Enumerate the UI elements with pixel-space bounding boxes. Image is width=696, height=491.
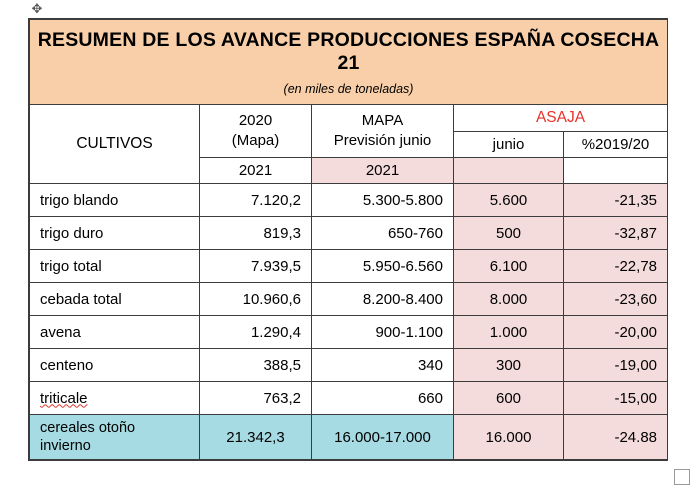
header-asaja-junio: junio <box>454 132 564 158</box>
data-table <box>29 19 668 460</box>
row-2020-value: 763,2 <box>200 382 312 415</box>
row-asaja-junio-value: 300 <box>454 349 564 382</box>
row-mapa-value: 8.200-8.400 <box>312 283 454 316</box>
total-2020-value: 21.342,3 <box>200 415 312 460</box>
production-summary-table <box>28 18 668 461</box>
header-2020 <box>200 105 312 158</box>
row-asaja-pct-value: -20,00 <box>564 316 668 349</box>
header-2020-source: (Mapa) <box>231 132 280 149</box>
header-2020-year: 2020 <box>238 111 273 129</box>
row-2020-value: 1.290,4 <box>200 316 312 349</box>
table-row <box>30 382 668 415</box>
row-2020-value: 7.939,5 <box>200 250 312 283</box>
row-crop-label: trigo total <box>30 250 200 283</box>
row-crop-label: trigo blando <box>30 184 200 217</box>
table-row <box>30 316 668 349</box>
row-2020-value: 10.960,6 <box>200 283 312 316</box>
header-asaja-pct-year <box>454 158 564 184</box>
row-2020-value: 819,3 <box>200 217 312 250</box>
header-cultivos: CULTIVOS <box>30 105 200 184</box>
row-asaja-pct-value: -21,35 <box>564 184 668 217</box>
row-asaja-junio-value: 6.100 <box>454 250 564 283</box>
move-handle-icon[interactable]: ✥ <box>31 1 43 16</box>
total-asaja-junio-value: 16.000 <box>454 415 564 460</box>
total-mapa-value: 16.000-17.000 <box>312 415 454 460</box>
page-subtitle: (en miles de toneladas) <box>283 82 414 96</box>
resize-handle[interactable] <box>674 469 690 485</box>
row-asaja-junio-value: 5.600 <box>454 184 564 217</box>
row-asaja-pct-value: -32,87 <box>564 217 668 250</box>
header-asaja-pct: %2019/20 <box>564 132 668 158</box>
row-2020-value: 7.120,2 <box>200 184 312 217</box>
header-mapa-sub: Previsión junio <box>333 132 432 149</box>
table-row <box>30 349 668 382</box>
row-mapa-value: 340 <box>312 349 454 382</box>
header-mapa <box>312 105 454 158</box>
title-row <box>30 20 668 105</box>
row-crop-label: trigo duro <box>30 217 200 250</box>
table-row <box>30 283 668 316</box>
total-asaja-pct-value: -24.88 <box>564 415 668 460</box>
header-mapa-year: 2021 <box>200 158 312 184</box>
row-asaja-pct-value: -15,00 <box>564 382 668 415</box>
row-2020-value: 388,5 <box>200 349 312 382</box>
header-asaja-year: 2021 <box>312 158 454 184</box>
row-mapa-value: 5.950-6.560 <box>312 250 454 283</box>
row-asaja-junio-value: 1.000 <box>454 316 564 349</box>
table-row <box>30 184 668 217</box>
total-crop-line2: invierno <box>40 438 91 455</box>
row-crop-label: avena <box>30 316 200 349</box>
row-crop-label <box>30 382 200 415</box>
header-asaja: ASAJA <box>454 105 668 132</box>
row-mapa-value: 650-760 <box>312 217 454 250</box>
row-asaja-junio-value: 600 <box>454 382 564 415</box>
row-asaja-junio-value: 8.000 <box>454 283 564 316</box>
page-title: RESUMEN DE LOS AVANCE PRODUCCIONES ESPAÑA COSECHA 21 <box>37 29 660 74</box>
row-asaja-junio-value: 500 <box>454 217 564 250</box>
row-mapa-value: 900-1.100 <box>312 316 454 349</box>
table-row <box>30 217 668 250</box>
row-crop-text: triticale <box>40 389 88 407</box>
row-mapa-value: 5.300-5.800 <box>312 184 454 217</box>
row-asaja-pct-value: -23,60 <box>564 283 668 316</box>
total-crop-label <box>30 415 200 460</box>
row-crop-label: centeno <box>30 349 200 382</box>
row-asaja-pct-value: -19,00 <box>564 349 668 382</box>
table-total-row <box>30 415 668 460</box>
header-mapa-label: MAPA <box>361 111 404 129</box>
total-crop-line1: cereales otoño <box>40 420 136 436</box>
table-title-cell <box>30 20 668 105</box>
row-mapa-value: 660 <box>312 382 454 415</box>
header-row-1 <box>30 105 668 132</box>
table-row <box>30 250 668 283</box>
row-asaja-pct-value: -22,78 <box>564 250 668 283</box>
row-crop-label: cebada total <box>30 283 200 316</box>
